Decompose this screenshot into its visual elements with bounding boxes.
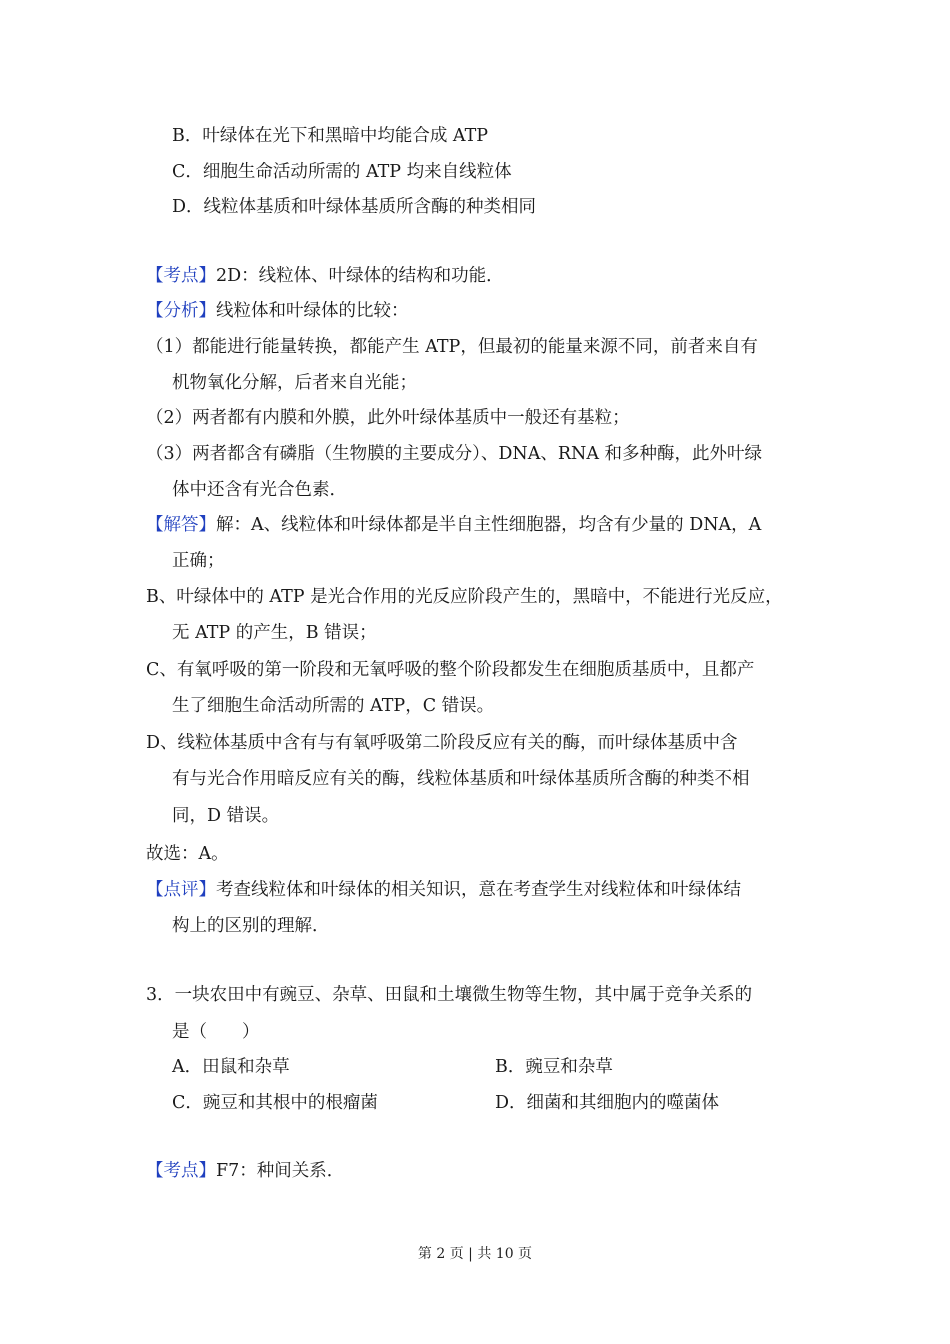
q3-option-b: B．豌豆和杂草 [495,1057,613,1077]
q3-option-a: A．田鼠和杂草 [172,1057,290,1077]
q3-stem: 3．一块农田中有豌豆、杂草、田鼠和土壤微生物等生物，其中属于竞争关系的 [146,985,753,1005]
solution-d-cont1: 有与光合作用暗反应有关的酶，线粒体基质和叶绿体基质所含酶的种类不相 [172,769,750,789]
q3-option-d: D．细菌和其细胞内的噬菌体 [495,1093,720,1113]
answer: 故选：A。 [146,844,229,864]
solution-c-cont: 生了细胞生命活动所需的 ATP，C 错误。 [172,696,495,716]
analysis-point-1: （1）都能进行能量转换，都能产生 ATP，但最初的能量来源不同，前者来自有 [146,337,758,357]
solution-b: B、叶绿体中的 ATP 是光合作用的光反应阶段产生的，黑暗中，不能进行光反应， [146,587,783,607]
solution-d-cont2: 同，D 错误。 [172,806,280,826]
dianping-text: 考查线粒体和叶绿体的相关知识，意在考查学生对线粒体和叶绿体结 [216,880,741,900]
kaodian-line [146,264,504,288]
option-d: D．线粒体基质和叶绿体基质所含酶的种类相同 [172,197,537,217]
q3-option-c: C．豌豆和其根中的根瘤菌 [172,1093,378,1113]
kaodian-tag: 【考点】 [146,266,216,286]
kaodian-text: 2D：线粒体、叶绿体的结构和功能． [216,266,504,286]
solution-b-cont: 无 ATP 的产生，B 错误； [172,623,377,643]
dianping-line [146,878,741,902]
fenxi-line [146,299,409,323]
q3-kaodian-line [146,1159,344,1183]
dianping-tag: 【点评】 [146,880,216,900]
fenxi-text: 线粒体和叶绿体的比较： [216,301,409,321]
q3-kaodian-tag: 【考点】 [146,1161,216,1181]
analysis-point-2: （2）两者都有内膜和外膜，此外叶绿体基质中一般还有基粒； [146,408,630,428]
jieda-cont: 正确； [172,551,225,571]
solution-c: C、有氧呼吸的第一阶段和无氧呼吸的整个阶段都发生在细胞质基质中，且都产 [146,660,755,680]
analysis-point-3: （3）两者都含有磷脂（生物膜的主要成分）、DNA、RNA 和多种酶，此外叶绿 [146,444,763,464]
jieda-line [146,513,761,537]
analysis-point-3-cont: 体中还含有光合色素． [172,480,347,500]
q3-stem-cont: 是（ ） [172,1022,260,1042]
option-c: C．细胞生命活动所需的 ATP 均来自线粒体 [172,162,512,182]
jieda-text: 解：A、线粒体和叶绿体都是半自主性细胞器，均含有少量的 DNA，A [216,515,762,535]
solution-d: D、线粒体基质中含有与有氧呼吸第二阶段反应有关的酶，而叶绿体基质中含 [146,733,738,753]
page-footer: 第 2 页 | 共 10 页 [417,1246,533,1262]
dianping-cont: 构上的区别的理解． [172,916,330,936]
option-b: B．叶绿体在光下和黑暗中均能合成 ATP [172,126,489,146]
q3-kaodian-text: F7：种间关系． [216,1161,345,1181]
analysis-point-1-cont: 机物氧化分解，后者来自光能； [172,373,417,393]
fenxi-tag: 【分析】 [146,301,216,321]
jieda-tag: 【解答】 [146,515,216,535]
